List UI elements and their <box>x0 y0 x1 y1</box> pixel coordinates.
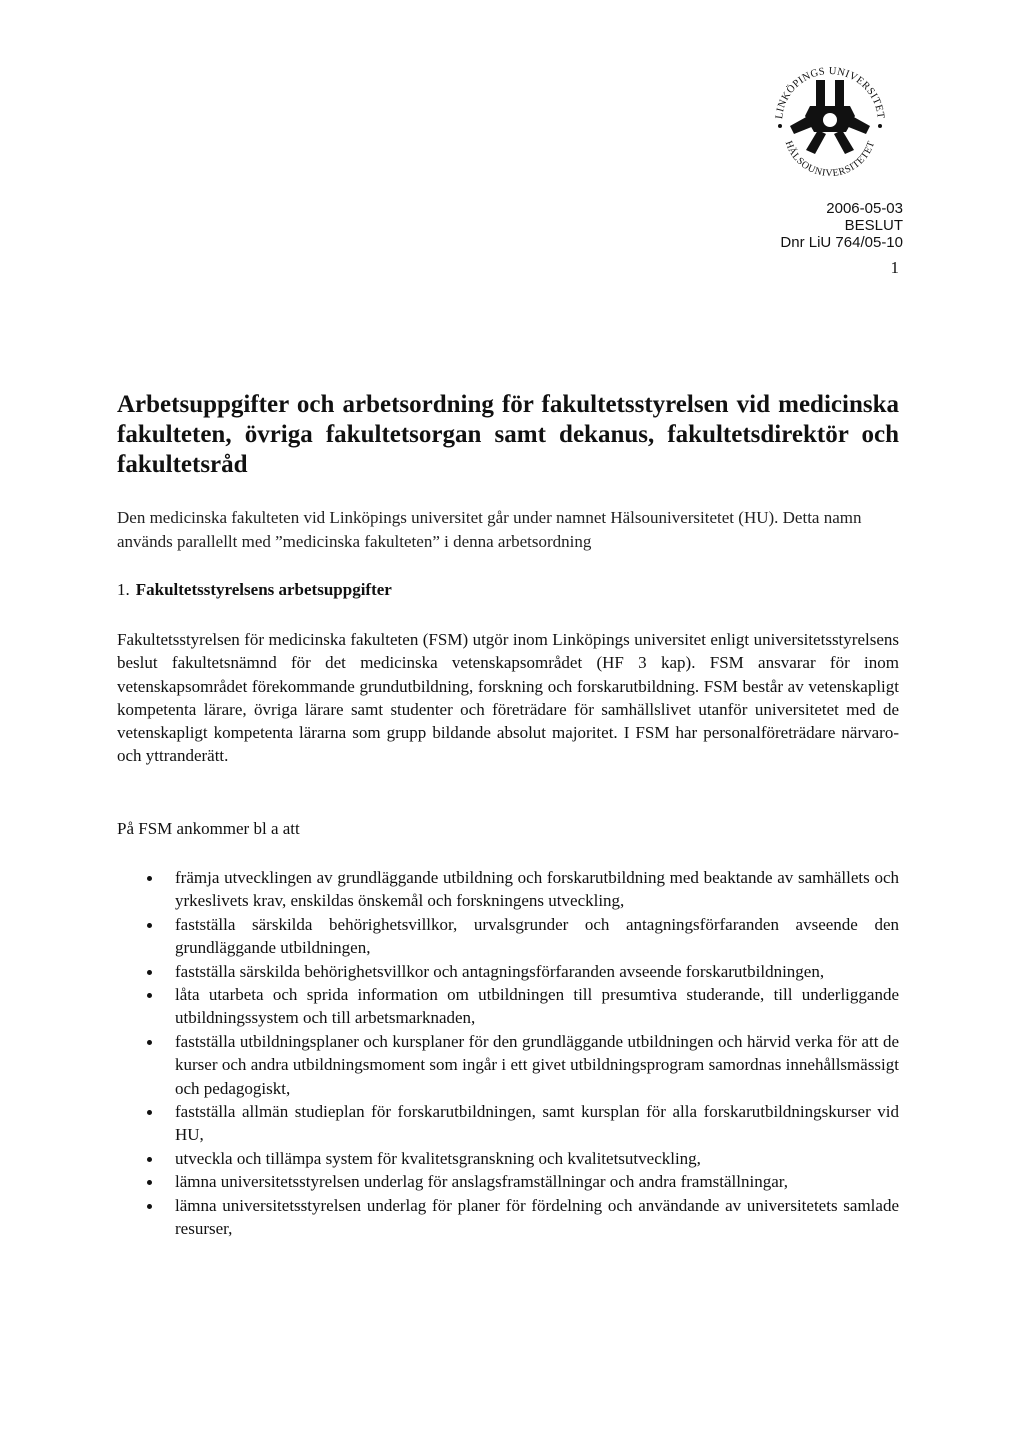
task-list <box>117 866 899 1241</box>
bullet-icon <box>147 876 152 881</box>
document-date: 2006-05-03 <box>826 200 903 217</box>
page-number: 1 <box>890 258 899 277</box>
bullet-icon <box>147 970 152 975</box>
bullet-icon <box>147 993 152 998</box>
list-item: fastställa särskilda behörighetsvillkor, urvalsgrunder och antagningsförfaranden avseende den grundläggande utbildningen, <box>117 913 899 960</box>
list-item: utveckla och tillämpa system för kvalitetsgranskning och kvalitetsutveckling, <box>117 1147 899 1170</box>
document-reference: Dnr LiU 764/05-10 <box>780 234 903 251</box>
section-number: 1. <box>117 580 130 599</box>
bullet-icon <box>147 1157 152 1162</box>
university-seal-icon <box>760 50 900 190</box>
bullet-icon <box>147 1204 152 1209</box>
svg-text:HÄLSOUNIVERSITETET: HÄLSOUNIVERSITETET <box>782 139 878 180</box>
bullet-icon <box>147 1110 152 1115</box>
list-item: främja utvecklingen av grundläggande utbildning och forskarutbildning med beaktande av samhällets och yrkeslivets krav, enskildas önskemål och forskningens utveckling, <box>117 866 899 913</box>
list-item: lämna universitetsstyrelsen underlag för planer för fördelning och användande av universitetets samlade resurser, <box>117 1194 899 1241</box>
bullet-icon <box>147 1040 152 1045</box>
bullet-icon <box>147 1180 152 1185</box>
section-paragraph: Fakultetsstyrelsen för medicinska fakulteten (FSM) utgör inom Linköpings universitet enligt universitetsstyrelsens beslut fakultetsnämnd för det medicinska vetenskapsområdet (HF 3 kap). FSM ansvarar för inom vetenskapsområdet förekommande grundutbildning, forskning och forskarutbildning. FSM består av vetenskapligt kompetenta lärare, övriga lärare samt studenter och företrädare för samhällslivet utanför universitetet med de vetenskapligt kompetenta lärarna som grupp bildande absolut majoritet. I FSM har personalföreträdare närvaro- och yttranderätt. <box>117 630 899 766</box>
document-meta <box>780 200 903 251</box>
section-heading <box>117 579 392 601</box>
document-title: Arbetsuppgifter och arbetsordning för fakultetsstyrelsen vid medicinska fakulteten, övriga fakultetsorgan samt dekanus, fakultetsdirektör och fakultetsråd <box>117 391 899 478</box>
list-item: fastställa allmän studieplan för forskarutbildningen, samt kursplan för alla forskarutbildningskurser vid HU, <box>117 1100 899 1147</box>
list-item: låta utarbeta och sprida information om utbildningen till presumtiva studerande, till underliggande utbildningssystem och till arbetsmarknaden, <box>117 983 899 1030</box>
bullet-icon <box>147 923 152 928</box>
section-title: Fakultetsstyrelsens arbetsuppgifter <box>135 580 392 599</box>
list-item: lämna universitetsstyrelsen underlag för anslagsframställningar och andra framställningar, <box>117 1170 899 1193</box>
list-intro: På FSM ankommer bl a att <box>117 819 300 838</box>
list-item: fastställa särskilda behörighetsvillkor och antagningsförfaranden avseende forskarutbildningen, <box>117 960 899 983</box>
document-type: BESLUT <box>844 217 903 234</box>
svg-text:LINKÖPINGS UNIVERSITET: LINKÖPINGS UNIVERSITET <box>774 65 886 120</box>
intro-paragraph: Den medicinska fakulteten vid Linköpings universitet går under namnet Hälsouniversitetet (HU). Detta namn används parallellt med ”medicinska fakulteten” i denna arbetsordning <box>117 508 862 551</box>
list-item: fastställa utbildningsplaner och kursplaner för den grundläggande utbildningen och härvid verka för att de kurser och andra utbildningsmoment som ingår i ett givet utbildningsprogram samordnas innehållsmässigt och pedagogiskt, <box>117 1030 899 1100</box>
